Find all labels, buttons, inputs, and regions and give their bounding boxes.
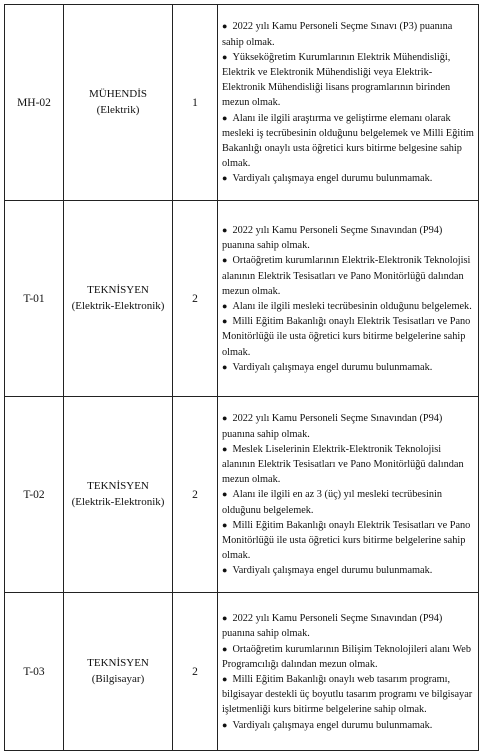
position-quantity: 2 — [173, 201, 218, 397]
bullet-icon: ● — [222, 21, 228, 32]
requirements-cell — [218, 397, 479, 593]
bullet-icon: ● — [222, 316, 228, 327]
bullet-icon: ● — [222, 361, 228, 372]
requirements-cell — [218, 593, 479, 751]
requirement-item — [222, 442, 474, 488]
requirement-text: Vardiyalı çalışmaya engel durumu bulunmamak. — [232, 719, 433, 731]
requirement-text: Vardiyalı çalışmaya engel durumu bulunmamak. — [232, 565, 433, 577]
requirement-text: Milli Eğitim Bakanlığı onaylı web tasarım programı, bilgisayar destekli üç boyutlu tasarım programı ve bilgisayar işletmenliği kurs bitirme belgelerine sahip olmak. — [222, 674, 473, 716]
requirement-text: Alanı ile ilgili araştırma ve geliştirme elemanı olarak mesleki iş tecrübesinin olduğunu belgelemek ve Milli Eğitim Bakanlığı onaylı usta öğretici kurs bitirme belgesine sahip olmak. — [222, 112, 474, 170]
requirements-cell — [218, 5, 479, 201]
requirement-item — [222, 563, 474, 578]
requirement-item — [222, 672, 474, 718]
position-subtitle: (Bilgisayar) — [91, 672, 145, 685]
positions-table-body — [5, 5, 479, 751]
requirement-item — [222, 718, 474, 733]
bullet-icon: ● — [222, 519, 228, 530]
position-title: TEKNİSYEN — [87, 284, 149, 296]
positions-table — [4, 4, 479, 751]
position-quantity: 2 — [173, 397, 218, 593]
requirement-text: 2022 yılı Kamu Personeli Seçme Sınavından (P94) puanına sahip olmak. — [222, 413, 443, 440]
position-title: TEKNİSYEN — [87, 657, 149, 669]
bullet-icon: ● — [222, 489, 228, 500]
requirement-item — [222, 19, 474, 49]
bullet-icon: ● — [222, 112, 228, 123]
requirement-text: Milli Eğitim Bakanlığı onaylı Elektrik Tesisatları ve Pano Monitörlüğü ile usta öğretici kurs bitirme belgelerine sahip olmak. — [222, 519, 471, 562]
requirement-text: Alanı ile ilgili mesleki tecrübesinin olduğunu belgelemek. — [232, 301, 472, 312]
bullet-icon: ● — [222, 51, 228, 62]
bullet-icon: ● — [222, 565, 228, 576]
requirement-text: Milli Eğitim Bakanlığı onaylı Elektrik Tesisatları ve Pano Monitörlüğü ile usta öğretici kurs bitirme belgelerine sahip olmak. — [222, 316, 471, 358]
requirement-item — [222, 487, 474, 517]
requirement-text: Meslek Liselerinin Elektrik-Elektronik Teknolojisi alanının Elektrik Tesisatları ve Pano Monitörlüğü dalından mezun olmak. — [222, 443, 464, 486]
requirement-item — [222, 314, 474, 360]
position-subtitle: (Elektrik) — [96, 103, 140, 116]
bullet-icon: ● — [222, 443, 228, 454]
requirement-item — [222, 50, 474, 111]
requirement-item — [222, 518, 474, 564]
requirement-item — [222, 111, 474, 172]
bullet-icon: ● — [222, 255, 228, 266]
table-row — [5, 593, 479, 751]
bullet-icon: ● — [222, 674, 228, 684]
requirements-cell — [218, 201, 479, 397]
requirement-item — [222, 611, 474, 641]
position-title: MÜHENDİS — [88, 88, 148, 100]
bullet-icon: ● — [222, 301, 228, 311]
position-code: T-01 — [5, 201, 64, 397]
bullet-icon: ● — [222, 643, 228, 654]
position-title-cell — [64, 397, 173, 593]
position-quantity: 1 — [173, 5, 218, 201]
requirement-text: 2022 yılı Kamu Personeli Seçme Sınavı (P3) puanına sahip olmak. — [222, 21, 453, 48]
bullet-icon: ● — [222, 413, 228, 424]
position-title-cell — [64, 593, 173, 751]
position-code: MH-02 — [5, 5, 64, 201]
requirement-item — [222, 299, 474, 314]
bullet-icon: ● — [222, 719, 228, 730]
bullet-icon: ● — [222, 173, 228, 184]
bullet-icon: ● — [222, 613, 228, 624]
requirement-text: Vardiyalı çalışmaya engel durumu bulunmamak. — [232, 361, 433, 373]
bullet-icon: ● — [222, 224, 228, 235]
position-title-cell — [64, 201, 173, 397]
requirement-text: Ortaöğretim kurumlarının Bilişim Teknolojileri alanı Web Programcılığı dalından mezun olmak. — [222, 643, 472, 670]
requirements-list — [218, 16, 478, 188]
requirements-list — [218, 220, 478, 377]
table-row — [5, 5, 479, 201]
requirement-text: Alanı ile ilgili en az 3 (üç) yıl mesleki tecrübesinin olduğunu belgelemek. — [222, 489, 443, 516]
requirement-text: Vardiyalı çalışmaya engel durumu bulunmamak. — [232, 173, 433, 185]
requirements-list — [218, 408, 478, 580]
table-row — [5, 201, 479, 397]
requirement-text: 2022 yılı Kamu Personeli Seçme Sınavından (P94) puanına sahip olmak. — [222, 224, 443, 252]
requirement-item — [222, 411, 474, 441]
requirement-text: Yükseköğretim Kurumlarının Elektrik Mühendisliği, Elektrik ve Elektronik Mühendisliği veya Elektrik-Elektronik Mühendisliği lisans programlarının birinden mezun olmak. — [222, 51, 451, 109]
position-subtitle: (Elektrik-Elektronik) — [71, 299, 165, 312]
position-title-cell — [64, 5, 173, 201]
position-quantity: 2 — [173, 593, 218, 751]
position-title: TEKNİSYEN — [87, 480, 149, 492]
table-row — [5, 397, 479, 593]
position-code: T-02 — [5, 397, 64, 593]
requirement-item — [222, 360, 474, 375]
requirement-text: Ortaöğretim kurumlarının Elektrik-Elektronik Teknolojisi alanının Elektrik Tesisatları ve Pano Monitörlüğü dalından mezun olmak. — [222, 255, 471, 297]
requirement-item — [222, 223, 474, 253]
requirement-text: 2022 yılı Kamu Personeli Seçme Sınavından (P94) puanına sahip olmak. — [222, 613, 443, 640]
requirements-list — [218, 608, 478, 735]
requirement-item — [222, 642, 474, 672]
requirement-item — [222, 171, 474, 186]
position-code: T-03 — [5, 593, 64, 751]
requirement-item — [222, 253, 474, 299]
position-subtitle: (Elektrik-Elektronik) — [71, 495, 165, 508]
